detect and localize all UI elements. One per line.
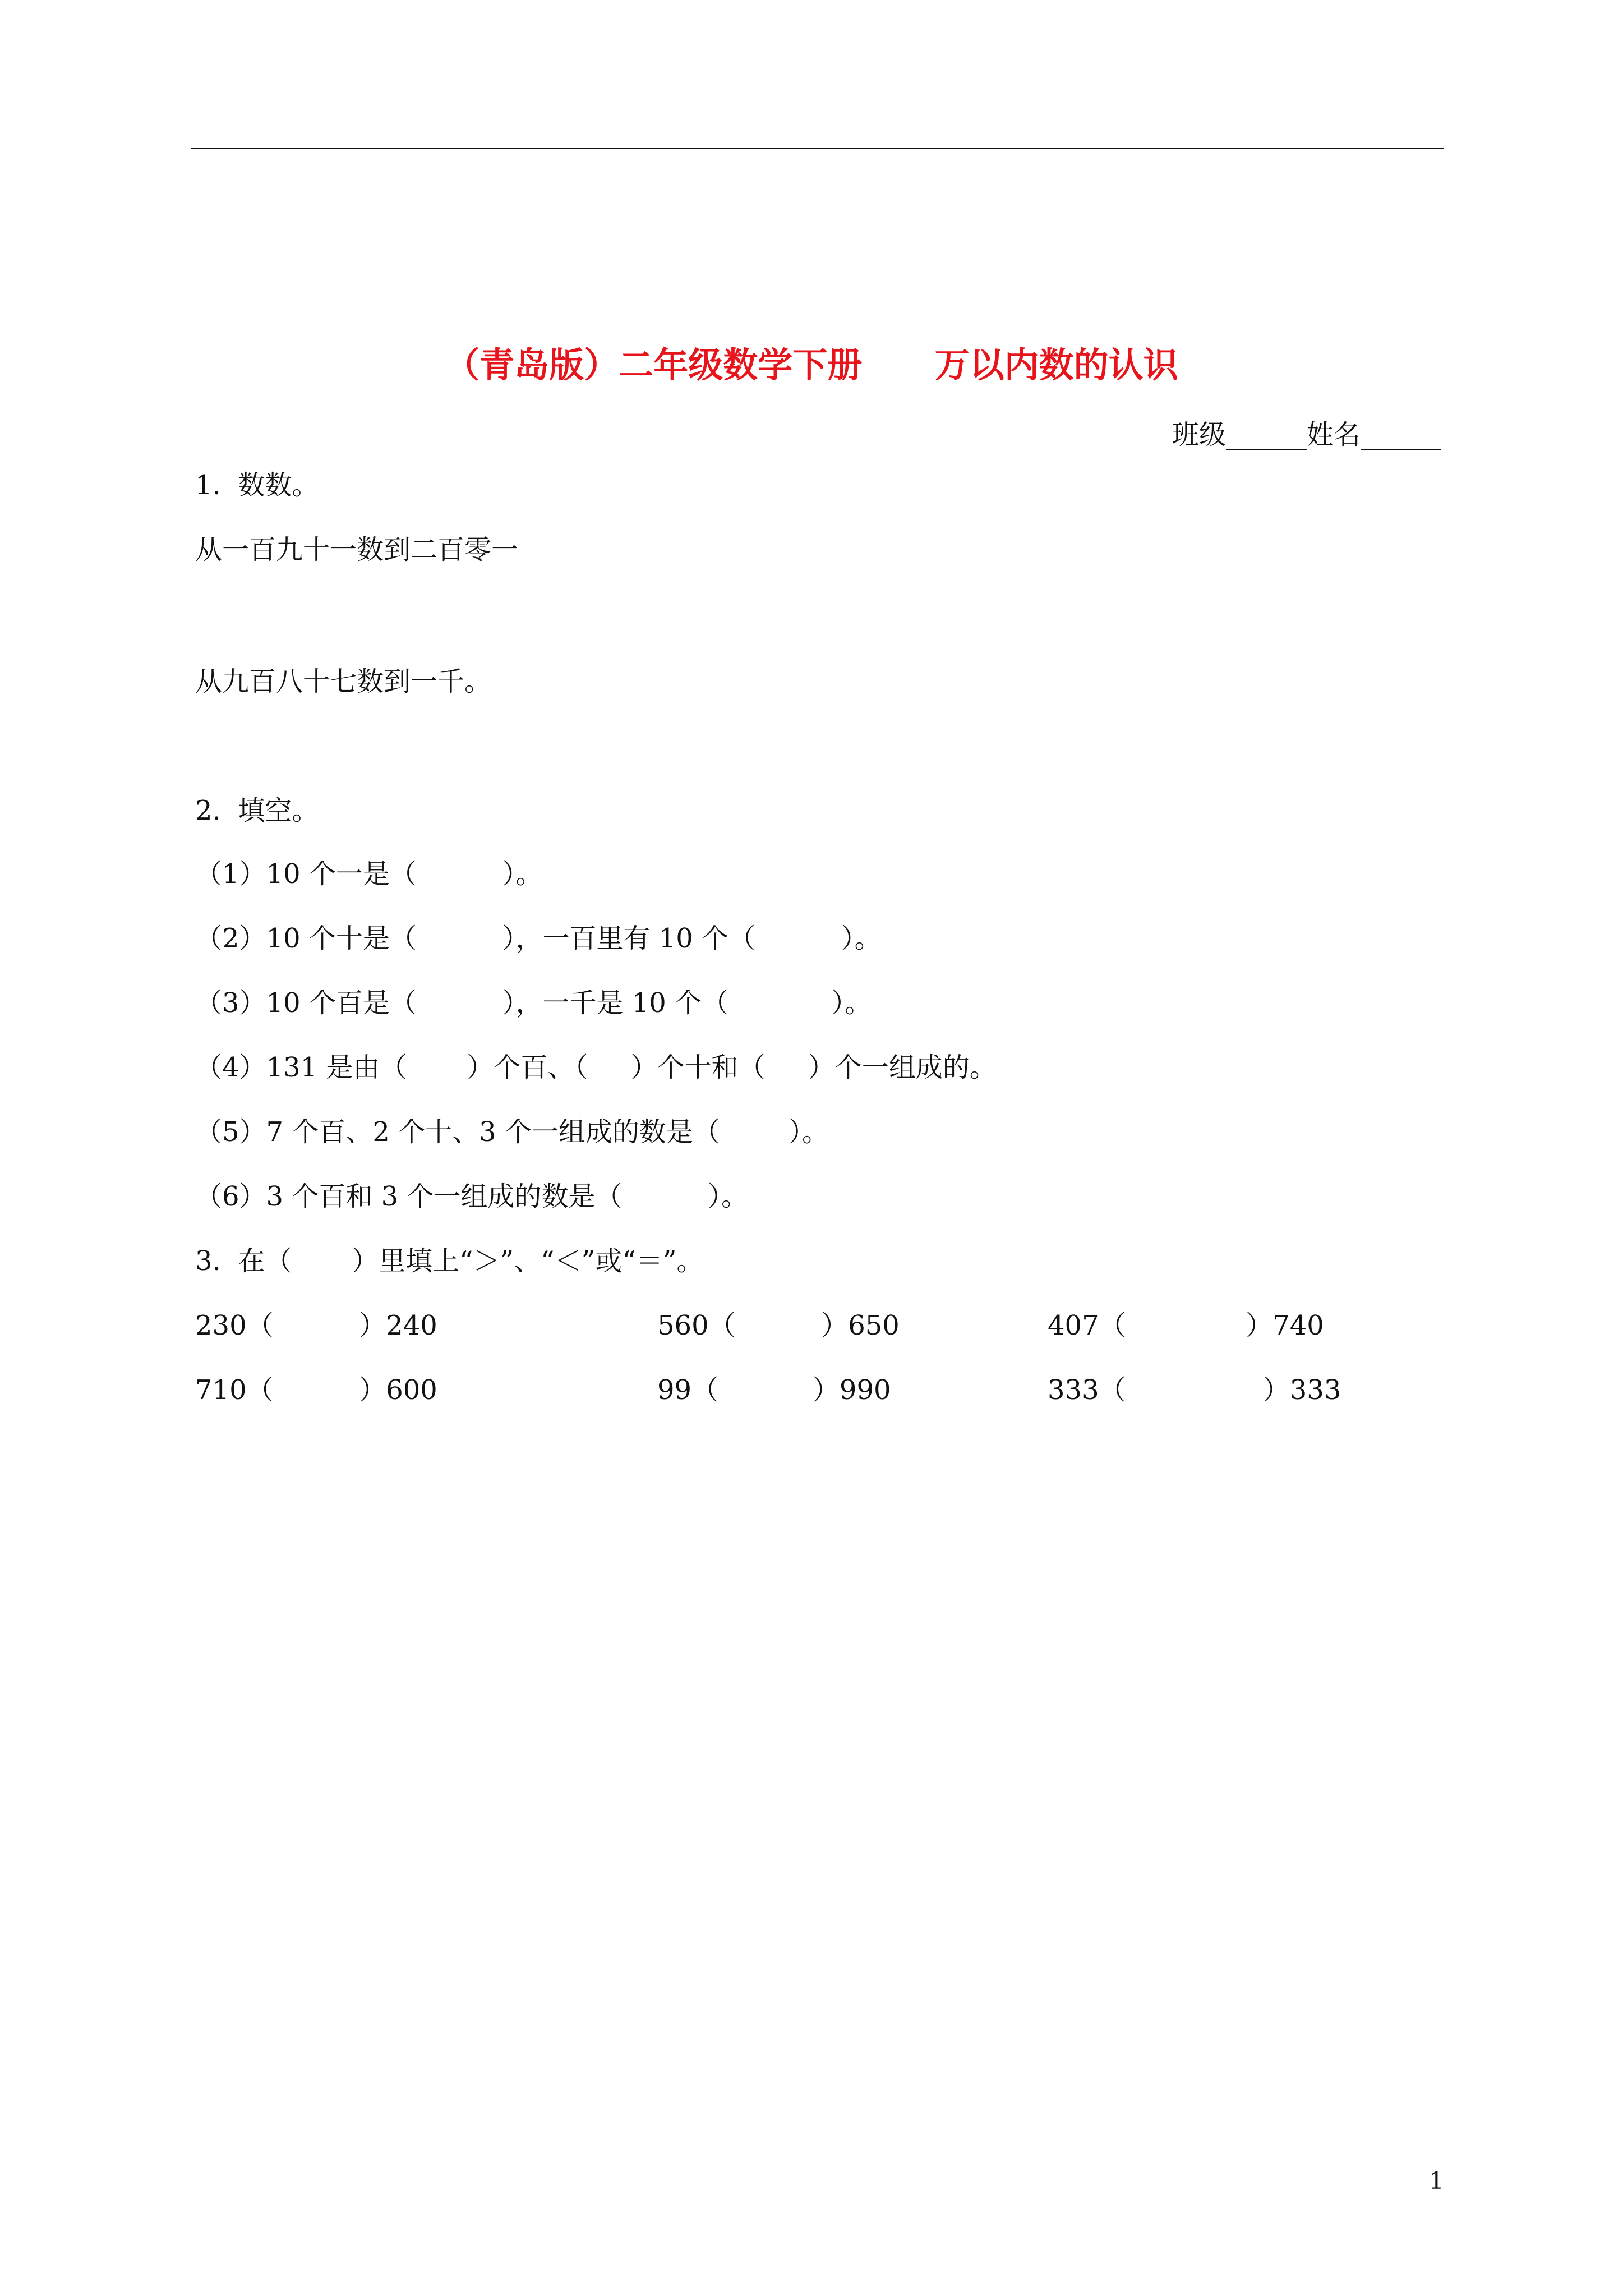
compare-item: 560（ ）650 [657,1310,900,1341]
compare-item: 333（ ）333 [1048,1374,1341,1406]
compare-item: 99（ ）990 [657,1374,891,1406]
class-name-fields: 班级______姓名______ [1172,419,1441,450]
header-rule [191,148,1444,149]
section3-heading: 3. 在（ ）里填上“＞”、“＜”或“＝”。 [195,1245,704,1277]
page-title: （青岛版）二年级数学下册 万以内数的认识 [445,344,1178,385]
fill-item-6: （6）3 个百和 3 个一组成的数是（ ）。 [195,1181,748,1212]
fill-item-3: （3）10 个百是（ ），一千是 10 个（ ）。 [195,987,872,1019]
counting-task-1: 从一百九十一数到二百零一 [195,534,519,565]
compare-item: 407（ ）740 [1048,1310,1324,1341]
fill-item-1: （1）10 个一是（ ）。 [195,858,543,890]
section1-heading: 1. 数数。 [195,470,319,501]
fill-item-2: （2）10 个十是（ ），一百里有 10 个（ ）。 [195,923,882,954]
section2-heading: 2. 填空。 [195,795,319,826]
page-number: 1 [1429,2167,1444,2194]
fill-item-4: （4）131 是由（ ）个百、（ ）个十和（ ）个一组成的。 [195,1052,997,1083]
counting-task-2: 从九百八十七数到一千。 [195,666,492,697]
compare-item: 710（ ）600 [195,1374,437,1406]
compare-item: 230（ ）240 [195,1310,437,1341]
fill-item-5: （5）7 个百、2 个十、3 个一组成的数是（ ）。 [195,1116,829,1148]
